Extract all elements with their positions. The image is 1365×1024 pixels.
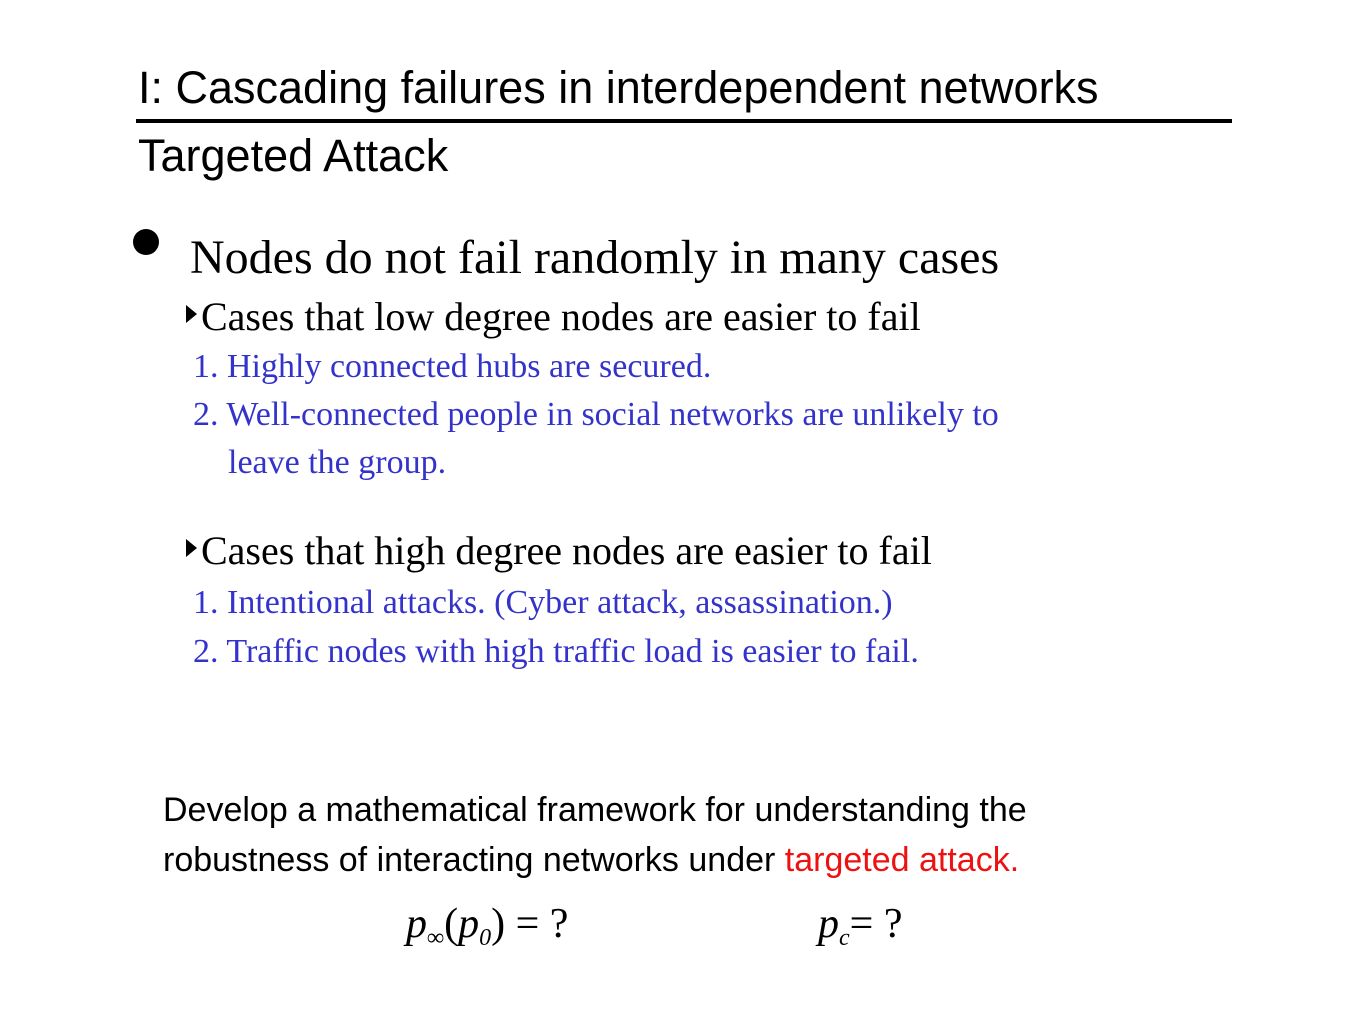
- case-high-item-1: 1. Intentional attacks. (Cyber attack, assassination.): [193, 584, 893, 621]
- case-low-item-2: 2. Well-connected people in social networks are unlikely to: [193, 396, 999, 433]
- conclusion-line-1: Develop a mathematical framework for understanding the: [163, 791, 1027, 829]
- case-high-item-2: 2. Traffic nodes with high traffic load is easier to fail.: [193, 633, 919, 670]
- formula-subscript: 0: [479, 925, 492, 951]
- case-high-degree-heading: [186, 527, 932, 574]
- case-low-item-2-continued: leave the group.: [228, 444, 447, 481]
- conclusion-line-2: [163, 841, 1019, 880]
- case-heading-text: Cases that low degree nodes are easier to fail: [201, 294, 921, 339]
- formula-subscript: ∞: [427, 925, 445, 951]
- main-bullet-text: Nodes do not fail randomly in many cases: [190, 231, 1000, 284]
- formula-rest: = ?: [505, 901, 569, 947]
- triangle-bullet-icon: [186, 539, 197, 557]
- triangle-bullet-icon: [186, 305, 197, 323]
- formula-rest: = ?: [849, 901, 903, 947]
- formula-symbol: p: [818, 901, 839, 947]
- formula-symbol: p: [406, 901, 427, 947]
- formula-p-critical: [818, 900, 902, 952]
- case-low-degree-heading: [186, 293, 921, 340]
- conclusion-text: robustness of interacting networks under: [163, 841, 785, 879]
- title-underline: [136, 119, 1232, 123]
- slide-subtitle: Targeted Attack: [138, 130, 449, 181]
- formula-symbol: p: [458, 901, 480, 947]
- case-low-item-1: 1. Highly connected hubs are secured.: [193, 348, 712, 385]
- formula-p-infinity: $p_\infty(p_0)$ = ?: [406, 901, 569, 951]
- bullet-dot-icon: [133, 229, 159, 255]
- formula-subscript: c: [839, 925, 850, 951]
- case-heading-text: Cases that high degree nodes are easier to fail: [201, 528, 932, 573]
- slide-title: I: Cascading failures in interdependent networks: [138, 62, 1099, 113]
- conclusion-highlight: targeted attack.: [784, 841, 1020, 879]
